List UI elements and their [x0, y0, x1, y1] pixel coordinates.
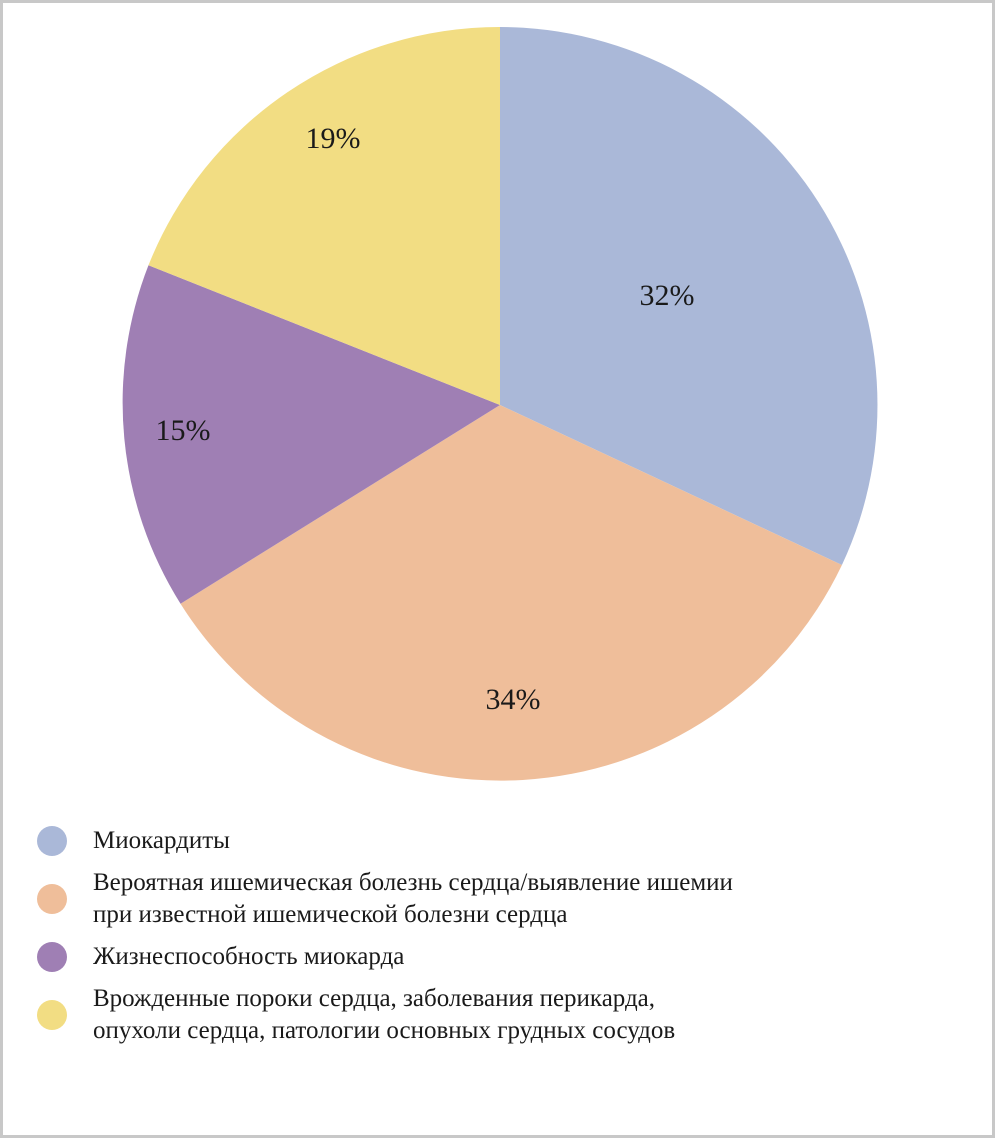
- pie-svg: [110, 15, 890, 795]
- legend-label: [93, 825, 230, 857]
- legend-label-line: Вероятная ишемическая болезнь сердца/выявление ишемии: [93, 869, 733, 896]
- legend-label-line: опухоли сердца, патологии основных грудных сосудов: [93, 1017, 676, 1044]
- legend-label: [93, 867, 733, 931]
- legend-label-line: Миокардиты: [93, 827, 230, 854]
- legend-item[interactable]: [37, 867, 967, 931]
- legend-swatch-icon: [37, 1000, 67, 1030]
- legend-label-line: при известной ишемической болезни сердца: [93, 901, 568, 928]
- legend-item[interactable]: [37, 941, 967, 973]
- legend-swatch-icon: [37, 826, 67, 856]
- legend-label-line: Врожденные пороки сердца, заболевания перикарда,: [93, 985, 656, 1012]
- legend-item[interactable]: [37, 983, 967, 1047]
- legend-item[interactable]: [37, 825, 967, 857]
- pie-chart: [110, 15, 890, 795]
- legend-swatch-icon: [37, 884, 67, 914]
- pie-chart-area: [3, 3, 995, 813]
- legend-swatch-icon: [37, 942, 67, 972]
- chart-legend: [37, 825, 967, 1057]
- legend-label: [93, 941, 404, 973]
- pie-slice-label-2: 34%: [485, 682, 541, 716]
- legend-label: [93, 983, 675, 1047]
- legend-label-line: Жизнеспособность миокарда: [93, 943, 405, 970]
- pie-slice-label-3: 15%: [155, 413, 211, 447]
- pie-slice-label-4: 19%: [305, 121, 361, 155]
- pie-slice-label-1: 32%: [639, 278, 695, 312]
